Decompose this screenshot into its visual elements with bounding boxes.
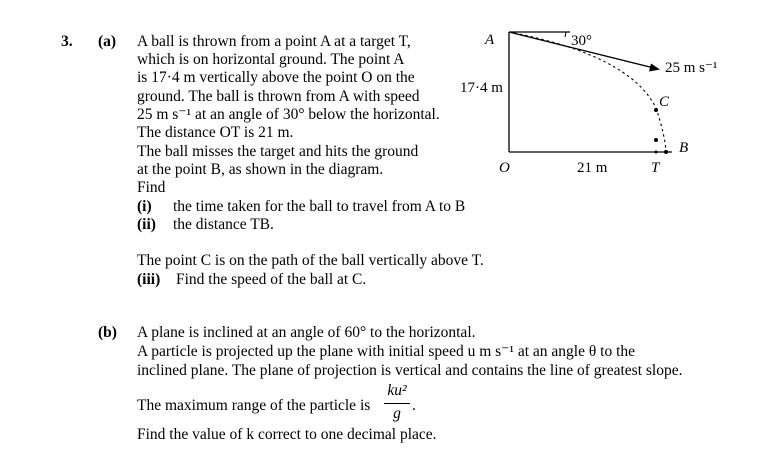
label-b: B (679, 140, 689, 156)
part-a-line-2: which is on horizontal ground. The point A (137, 51, 405, 68)
angle-arc (565, 32, 566, 37)
part-a-line-6: The distance OT is 21 m. (137, 124, 294, 141)
distance-label: 21 m (577, 160, 608, 176)
sub-iii-label: (iii) (137, 271, 161, 288)
point-b-dot (664, 150, 668, 154)
trajectory-path (509, 32, 666, 152)
sub-ii-label: (ii) (137, 216, 156, 233)
part-a-label: (a) (98, 33, 117, 50)
sub-iii-text: Find the speed of the ball at C. (176, 271, 367, 288)
angle-label: 30° (571, 33, 592, 49)
sub-ii-text: the distance TB. (173, 216, 274, 233)
fraction-numerator: ku² (387, 382, 407, 399)
height-label: 17·4 m (460, 80, 503, 96)
part-a-line-8: at the point B, as shown in the diagram. (137, 161, 384, 178)
sub-i-label: (i) (137, 198, 152, 215)
part-a-line-9: Find (137, 179, 166, 196)
part-b-label: (b) (98, 324, 117, 341)
point-c-text: The point C is on the path of the ball vertically above T. (137, 252, 484, 269)
range-text: The maximum range of the particle is (137, 397, 371, 414)
part-b-line-2: A particle is projected up the plane with initial speed u m s⁻¹ at an angle θ to the (137, 343, 636, 360)
fraction-denominator: g (393, 405, 401, 422)
speed-label: 25 m s⁻¹ (665, 60, 718, 76)
part-a-line-4: ground. The ball is thrown from A with speed (137, 88, 420, 105)
part-a-line-1-text: A ball is thrown from a point A at a target T, (137, 33, 411, 50)
label-a: A (485, 32, 495, 48)
part-a-line-5: 25 m s⁻¹ at an angle of 30° below the horizontal. (137, 106, 440, 123)
label-c: C (659, 94, 670, 110)
point-t-above-dot (654, 138, 658, 142)
point-c-dot (654, 108, 658, 112)
velocity-arrowhead (649, 64, 660, 72)
question-number: 3. (61, 33, 73, 50)
part-a-line-3: is 17·4 m vertically above the point O on the (137, 69, 415, 86)
part-b-line-3: inclined plane. The plane of projection is vertical and contains the line of greatest slope. (137, 362, 683, 379)
label-o: O (499, 160, 510, 176)
fraction-end: . (412, 397, 416, 414)
point-t-dot (655, 151, 658, 154)
sub-i-text: the time taken for the ball to travel from A to B (173, 198, 466, 215)
final-line: Find the value of k correct to one decimal place. (137, 426, 437, 443)
label-t: T (651, 160, 660, 176)
part-a-line-7: The ball misses the target and hits the ground (137, 143, 419, 160)
part-b-line-1: A plane is inclined at an angle of 60° to the horizontal. (137, 324, 476, 341)
